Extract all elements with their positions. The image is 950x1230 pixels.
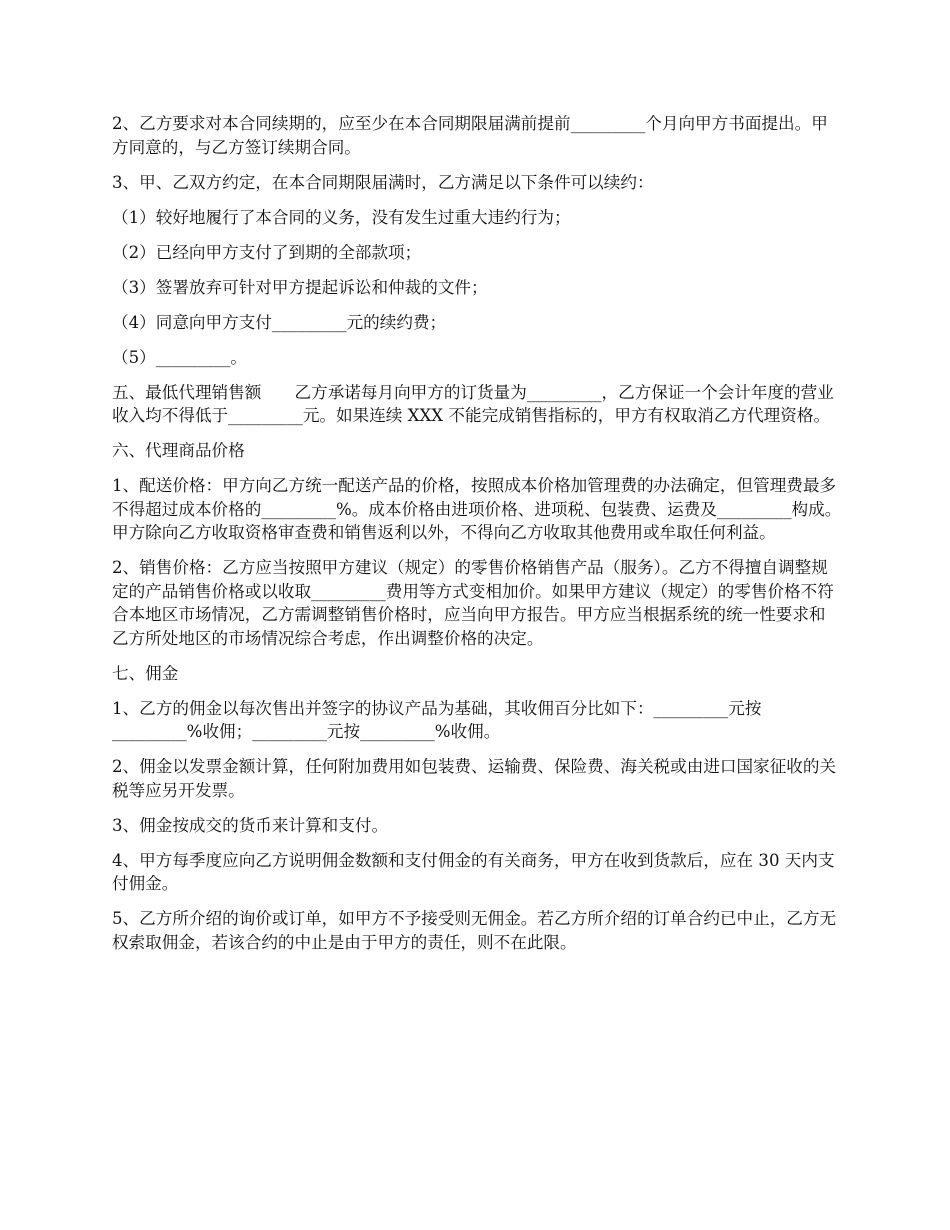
condition-2: （2）已经向甲方支付了到期的全部款项；: [112, 242, 422, 262]
condition-3: （3）签署放弃可针对甲方提起诉讼和仲裁的文件；: [112, 277, 488, 297]
document-page: [112, 112, 842, 966]
section-heading-commission: 七、佣金: [112, 663, 179, 683]
clause-renewal-notice: 2、乙方要求对本合同续期的，应至少在本合同期限届满前提前_________个月向甲方书面提出。甲方同意的，与乙方签订续期合同。: [112, 114, 828, 157]
clause-commission-invoice: 2、佣金以发票金额计算，任何附加费用如包装费、运输费、保险费、海关税或由进口国家征收的关税等应另开发票。: [112, 757, 837, 800]
section-minimum-sales: 五、最低代理销售额 乙方承诺每月向甲方的订货量为_________，乙方保证一个会计年度的营业收入均不得低于_________元。如果连续 XXX 不能完成销售指标的，甲方有权取消乙方代理资格。: [112, 382, 834, 425]
clause-commission-exclusion: 5、乙方所介绍的询价或订单，如甲方不予接受则无佣金。若乙方所介绍的订单合约已中止，乙方无权索取佣金，若该合约的中止是由于甲方的责任，则不在此限。: [112, 909, 837, 952]
section-heading-pricing: 六、代理商品价格: [112, 441, 245, 460]
clause-renewal-conditions: 3、甲、乙双方约定，在本合同期限届满时，乙方满足以下条件可以续约：: [112, 172, 654, 192]
condition-1: （1）较好地履行了本合同的义务，没有发生过重大违约行为；: [112, 207, 571, 227]
clause-delivery-price: 1、配送价格：甲方向乙方统一配送产品的价格，按照成本价格加管理费的办法确定，但管理费最多不得超过成本价格的_________%。成本价格由进项价格、进项税、包装费、运费及_________构成。甲方除向乙方收取资格审查费和销售返利以外，不得向乙方收取其他费用或牟取任何利益。: [112, 476, 842, 542]
clause-commission-payment: 4、甲方每季度应向乙方说明佣金数额和支付佣金的有关商务，甲方在收到货款后，应在 30 天内支付佣金。: [112, 850, 835, 893]
clause-retail-price: 2、销售价格：乙方应当按照甲方建议（规定）的零售价格销售产品（服务）。乙方不得擅自调整规定的产品销售价格或以收取_________费用等方式变相加价。如果甲方建议（规定）的零售价格不符合本地区市场情况，乙方需调整销售价格时，应当向甲方报告。甲方应当根据系统的统一性要求和乙方所处地区的市场情况综合考虑，作出调整价格的决定。: [112, 558, 834, 648]
clause-commission-rate: 1、乙方的佣金以每次售出并签字的协议产品为基础，其收佣百分比如下：_________元按_________%收佣；_________元按_________%收佣。: [112, 698, 762, 741]
clause-commission-currency: 3、佣金按成交的货币来计算和支付。: [112, 815, 389, 835]
condition-5: （5）_________。: [112, 347, 248, 367]
condition-4: （4）同意向甲方支付_________元的续约费；: [112, 312, 447, 332]
